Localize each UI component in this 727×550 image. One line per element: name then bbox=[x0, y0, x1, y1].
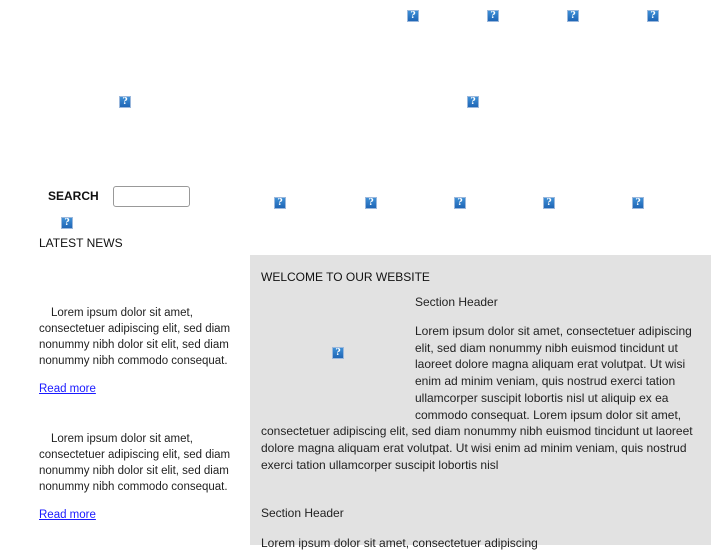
section-header: Section Header bbox=[415, 295, 498, 309]
menu-image-icon-5[interactable]: ? bbox=[632, 197, 644, 209]
latest-news-heading: LATEST NEWS bbox=[39, 236, 123, 250]
menu-image-icon-1[interactable]: ? bbox=[274, 197, 286, 209]
news-text: Lorem ipsum dolor sit amet, consectetuer adipiscing elit, sed diam nonummy nibh dolor sit elit, sed diam nonummy nibh commodo consequat. bbox=[39, 307, 231, 367]
nav-image-icon-3[interactable]: ? bbox=[567, 10, 579, 22]
banner-image-icon: ? bbox=[467, 96, 479, 108]
nav-image-icon-4[interactable]: ? bbox=[647, 10, 659, 22]
nav-image-icon-2[interactable]: ? bbox=[487, 10, 499, 22]
read-more-link[interactable]: Read more bbox=[39, 509, 96, 521]
menu-image-icon-3[interactable]: ? bbox=[454, 197, 466, 209]
news-item bbox=[39, 305, 234, 397]
section-body-text: Lorem ipsum dolor sit amet, consectetuer adipiscing bbox=[261, 536, 538, 550]
section-header: Section Header bbox=[261, 506, 344, 520]
news-item bbox=[39, 431, 234, 523]
menu-image-icon-2[interactable]: ? bbox=[365, 197, 377, 209]
news-text: Lorem ipsum dolor sit amet, consectetuer adipiscing elit, sed diam nonummy nibh dolor sit elit, sed diam nonummy nibh commodo consequat. bbox=[39, 433, 231, 493]
section-body bbox=[261, 323, 713, 473]
welcome-heading: WELCOME TO OUR WEBSITE bbox=[261, 270, 430, 284]
search-submit-image-icon[interactable]: ? bbox=[61, 217, 73, 229]
menu-image-icon-4[interactable]: ? bbox=[543, 197, 555, 209]
section-image-icon: ? bbox=[332, 347, 344, 359]
main-content-panel bbox=[250, 255, 711, 550]
search-input[interactable] bbox=[113, 186, 190, 207]
logo-image-icon: ? bbox=[119, 96, 131, 108]
section-body-text: Lorem ipsum dolor sit amet, consectetuer adipiscing elit, sed diam nonummy nibh euismod tincidunt ut laoreet dolore magna aliquam erat volutpat. Ut wisi enim ad minim veniam, quis nostrud exerci tation ullamcorper suscipit lobortis nisl ut aliquip ex ea commodo consequat. Lorem ipsum dolor sit amet, consectetuer adipiscing elit, sed diam nonummy nibh euismod tincidunt ut laoreet dolore magna aliquam erat volutpat. Ut wisi enim ad minim veniam, quis nostrud exerci tation ullamcorper suscipit lobortis nisl bbox=[261, 324, 693, 472]
read-more-link[interactable]: Read more bbox=[39, 383, 96, 395]
nav-image-icon-1[interactable]: ? bbox=[407, 10, 419, 22]
search-label: SEARCH bbox=[48, 189, 99, 203]
